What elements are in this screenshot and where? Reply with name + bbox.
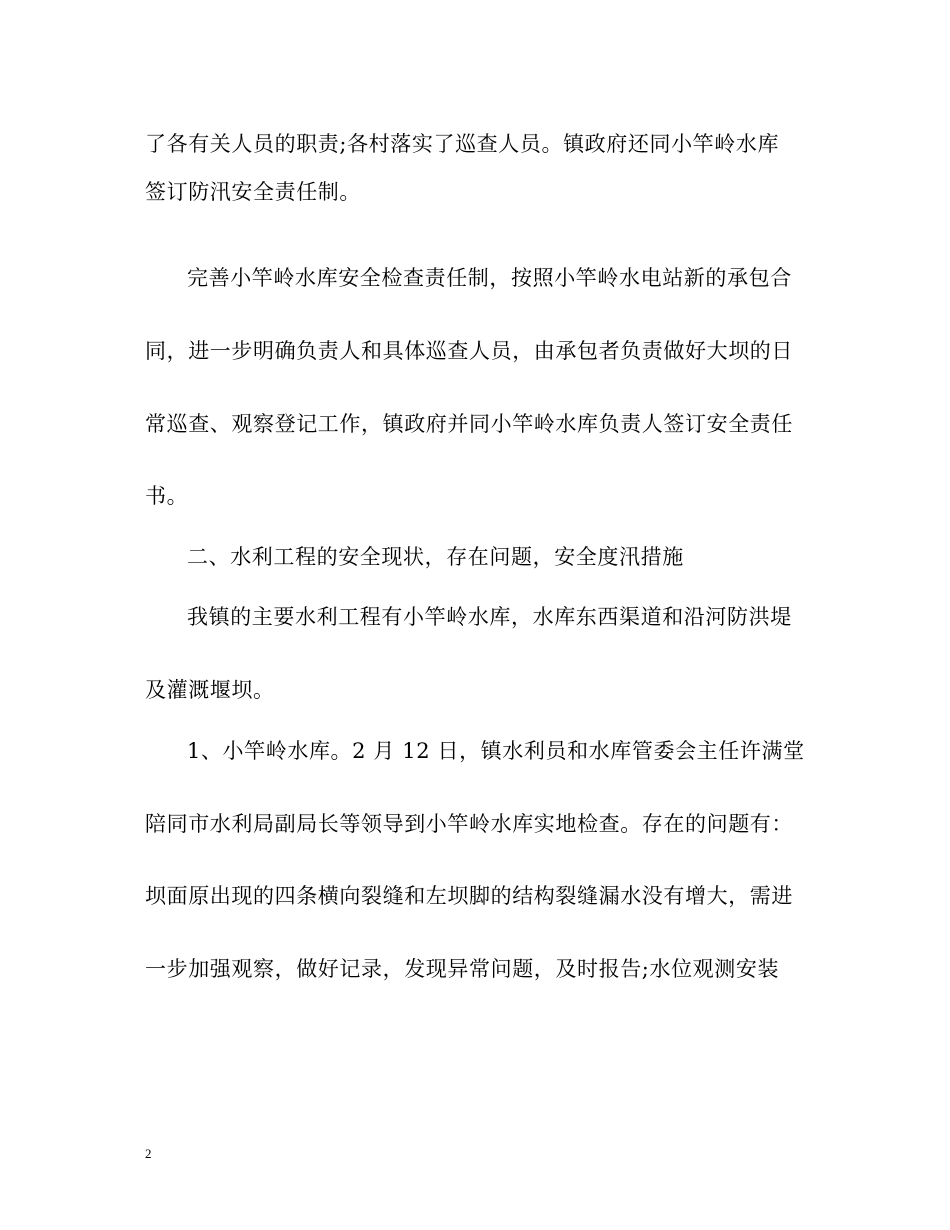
page-number: 2 <box>145 1146 152 1161</box>
text-line: 陪同市水利局副局长等领导到小竿岭水库实地检查。存在的问题有： <box>145 812 793 836</box>
paragraph-start-line: 我镇的主要水利工程有小竿岭水库，水库东西渠道和沿河防洪堤 <box>187 605 792 629</box>
text-line: 同，进一步明确负责人和具体巡查人员，由承包者负责做好大坝的日 <box>145 339 793 363</box>
text-line: 书。 <box>145 484 189 508</box>
paragraph-start-line: 1、小竿岭水库。2 月 12 日，镇水利员和水库管委会主任许满堂 <box>187 739 805 763</box>
text-line: 坝面原出现的四条横向裂缝和左坝脚的结构裂缝漏水没有增大，需进 <box>145 884 793 908</box>
text-line: 及灌溉堰坝。 <box>145 678 275 702</box>
text-line: 常巡查、观察登记工作，镇政府并同小竿岭水库负责人签订安全责任 <box>145 412 793 436</box>
text-line: 一步加强观察，做好记录，发现异常问题，及时报告;水位观测安装 <box>145 957 780 981</box>
text-line: 了各有关人员的职责;各村落实了巡查人员。镇政府还同小竿岭水库 <box>145 132 780 156</box>
text-line: 签订防汛安全责任制。 <box>145 180 361 204</box>
paragraph-start-line: 完善小竿岭水库安全检查责任制，按照小竿岭水电站新的承包合 <box>187 266 792 290</box>
section-heading: 二、水利工程的安全现状，存在问题，安全度汛措施 <box>187 545 684 569</box>
